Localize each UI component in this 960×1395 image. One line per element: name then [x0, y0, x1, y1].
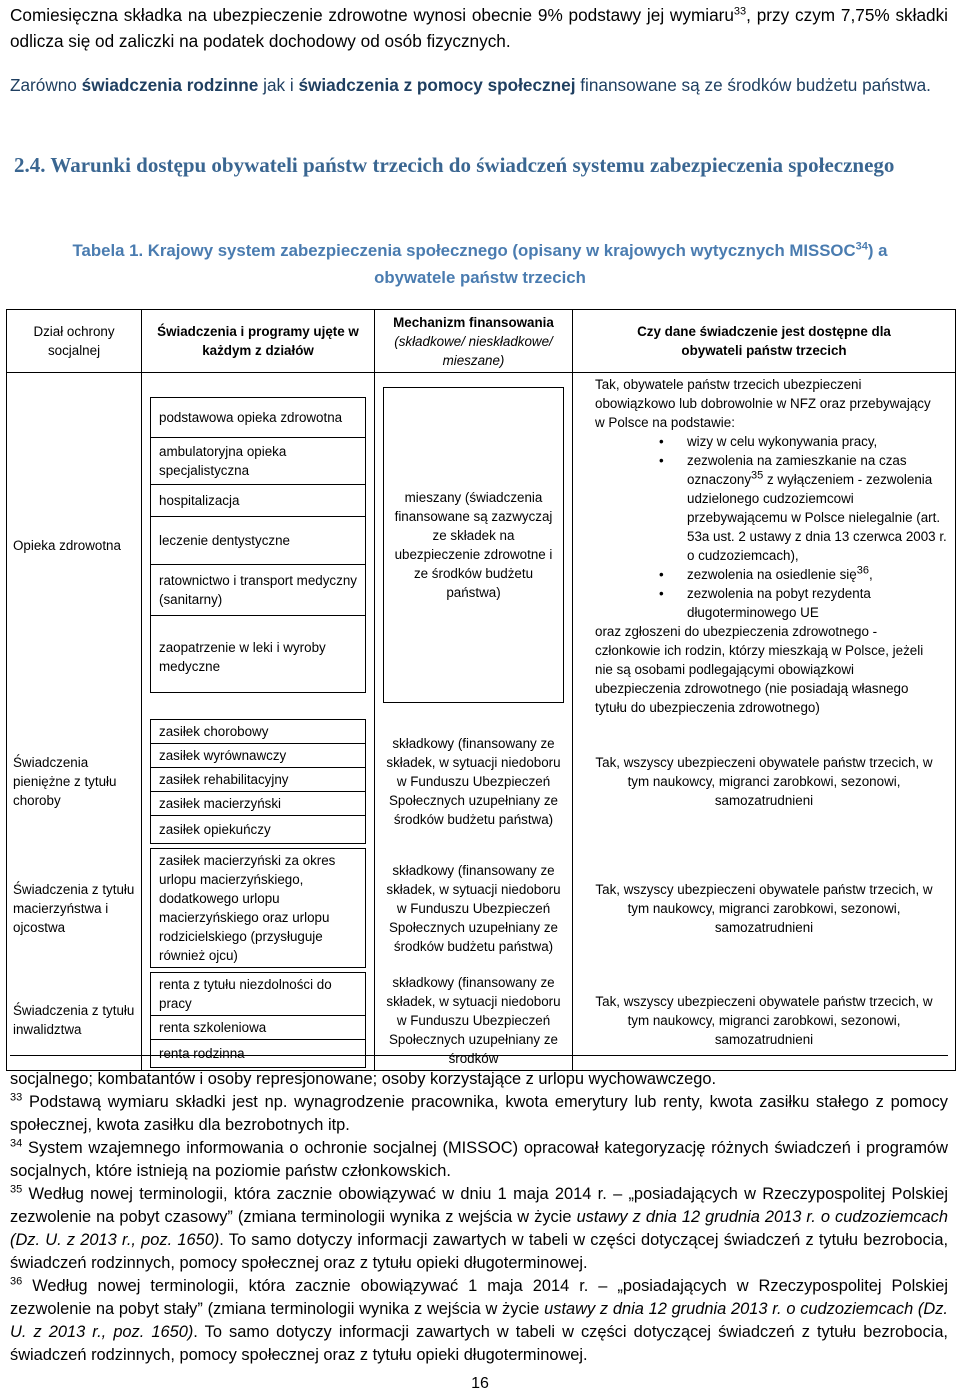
footnote-34: $^{34}$ System wzajemnego informowania o ochronie socjalnej (MISSOC) opracował kategoryzację różnych świadczeń i programów socjalnych, które istnieją na poziomie państw członkowskich. — [10, 1137, 948, 1180]
financing-cell: składkowy (finansowany ze składek, w sytuacji niedoboru w Funduszu Ubezpieczeń Społecznych uzupełniany ze środków — [374, 970, 573, 1070]
financing-cell: składkowy (finansowany ze składek, w sytuacji niedoboru w Funduszu Ubezpieczeń Społecznych uzupełniany ze środków budżetu państwa) — [374, 846, 573, 970]
benefits-list — [150, 848, 366, 968]
footnote-separator — [10, 1055, 948, 1056]
benefit-family: świadczenia rodzinne — [81, 75, 259, 95]
benefits-cell — [142, 846, 374, 970]
footnote-continuation: socjalnego; kombatantów i osoby represjonowane; osoby korzystające z urlopu wychowawczego. — [10, 1070, 717, 1088]
footnote-36: $^{36}$ Według nowej terminologii, która zacznie obowiązywać 1 maja 2014 r. – „posiadających w Rzeczypospolitej Polskiej zezwolenie na pobyt stały” (zmiana terminologii wynika z wejścia w życie ustawy z dnia 12 grudnia 2013 r. o cudzoziemcach (Dz. U. z 2013 r., poz. 1650). To samo dotyczy informacji zawartych w tabeli w części dotyczącej świadczeń z tytułu bezrobocia, świadczeń rodzinnych, pomocy społecznej oraz z tytułu opieki długoterminowej. — [10, 1275, 948, 1364]
header-access: Czy dane świadczenie jest dostępne dla obywateli państw trzecich — [637, 324, 891, 358]
benefits-list — [150, 719, 366, 844]
header-department: Dział ochrony socjalnej — [7, 310, 142, 372]
footnote-ref-35[interactable]: 35 — [751, 469, 764, 482]
section-heading: 2.4. Warunki dostępu obywateli państw trzecich do świadczeń systemu zabezpieczenia społecznego — [14, 153, 895, 177]
table-row — [7, 372, 955, 717]
table-caption: Tabela 1. Krajowy system zabezpieczenia społecznego (opisany w krajowych wytycznych MISSOC$^{34}$) a obywatele państw trzecich — [72, 240, 888, 287]
table-row — [7, 846, 955, 970]
dept-cell: Świadczenia z tytułu inwalidztwa — [7, 970, 142, 1070]
footnote-ref-36[interactable]: 36 — [856, 564, 869, 577]
list-item: leczenie dentystyczne — [151, 517, 365, 565]
table-row — [7, 717, 955, 846]
access-cell: Tak, wszyscy ubezpieczeni obywatele państw trzecich, w tym naukowcy, migranci zarobkowi, sezonowi, samozatrudnieni — [595, 993, 933, 1047]
header-benefits: Świadczenia i programy ujęte w każdym z działów — [157, 324, 359, 358]
benefits-list — [150, 972, 366, 1068]
header-financing: Mechanizm finansowania (składkowe/ nieskładkowe/ mieszane) — [374, 310, 573, 372]
list-item: zasiłek chorobowy — [151, 720, 365, 744]
table-header-row — [7, 310, 955, 372]
list-item: podstawowa opieka zdrowotna — [151, 398, 365, 438]
financing-cell: składkowy (finansowany ze składek, w sytuacji niedoboru w Funduszu Ubezpieczeń Społecznych uzupełniany ze środków budżetu państwa) — [374, 717, 573, 846]
benefit-social-assistance: świadczenia z pomocy społecznej — [298, 75, 576, 95]
dept-cell: Świadczenia z tytułu macierzyństwa i ojcostwa — [7, 846, 142, 970]
list-item: renta szkoleniowa — [151, 1016, 365, 1040]
list-item: ambulatoryjna opieka specjalistyczna — [151, 438, 365, 485]
intro-paragraph-2: Zarówno świadczenia rodzinne jak i świadczenia z pomocy społecznej finansowane są ze środków budżetu państwa. — [10, 75, 931, 95]
intro-text: Comiesięczna składka na ubezpieczenie zdrowotne wynosi obecnie 9% podstawy jej wymiaru — [10, 5, 734, 25]
list-item: zasiłek macierzyński za okres urlopu macierzyńskiego, dodatkowego urlopu macierzyńskiego oraz urlopu rodzicielskiego (przysługuje również ojcu) — [159, 853, 336, 963]
footnote-ref-34[interactable]: 34 — [855, 240, 868, 253]
page-number: 16 — [471, 1375, 489, 1392]
footnote-ref-33[interactable]: 33 — [733, 5, 747, 18]
list-item: zasiłek wyrównawczy — [151, 744, 365, 768]
list-item: hospitalizacja — [151, 485, 365, 517]
footnote-35: $^{35}$ Według nowej terminologii, która zacznie obowiązywać w dniu 1 maja 2014 r. – „posiadających w Rzeczypospolitej Polskiej zezwolenie na pobyt czasowy” (zmiana terminologii wynika z wejścia w życie ustawy z dnia 12 grudnia 2013 r. o cudzoziemcach (Dz. U. z 2013 r., poz. 1650). To samo dotyczy informacji zawartych w tabeli w części dotyczącej świadczeń z tytułu bezrobocia, świadczeń rodzinnych, pomocy społecznej oraz z tytułu opieki długoterminowej. — [10, 1183, 949, 1272]
list-item: • zezwolenia na pobyt rezydenta długoterminowego UE — [659, 584, 949, 622]
access-cell: Tak, wszyscy ubezpieczeni obywatele państw trzecich, w tym naukowcy, migranci zarobkowi, sezonowi, samozatrudnieni — [595, 881, 933, 935]
footnotes — [10, 1068, 948, 1367]
intro-paragraph-1 — [10, 2, 948, 54]
list-item: zasiłek rehabilitacyjny — [151, 768, 365, 792]
access-cell: Tak, obywatele państw trzecich ubezpieczeni obowiązkowo lub dobrowolnie w NFZ oraz przebywający w Polsce na podstawie: • wizy w celu wykonywania pracy, • zezwolenia na zamieszkanie na czas oznaczony$^{35}$ z wyłączeniem - zezwolenia udzielonego cudzoziemcowi przebywającemu w Polsce nielegalnie (art. 53a ust. 2 ustawy z dnia 13 czerwca 2003 r. o cudzoziemcach), • zezwolenia na osiedlenie się$^{36}$, • zezwolenia na pobyt rezydenta długoterminowego UE oraz zgłoszeni do ubezpieczenia zdrowotnego - członkowie ich rodzin, którzy mieszkają w Polsce, jeżeli nie są osobami podlegającymi obowiązkowi ubezpieczenia zdrowotnego (nie posiadają własnego tytułu do ubezpieczenia zdrowotnego) — [573, 372, 955, 717]
access-cell: Tak, wszyscy ubezpieczeni obywatele państw trzecich, w tym naukowcy, migranci zarobkowi, sezonowi, samozatrudnieni — [595, 755, 933, 808]
benefits-cell — [142, 717, 374, 846]
list-item: ratownictwo i transport medyczny (sanitarny) — [151, 565, 365, 616]
list-item: • zezwolenia na zamieszkanie na czas oznaczony$^{35}$ z wyłączeniem - zezwolenia udzielonego cudzoziemcowi przebywającemu w Polsce nielegalnie (art. 53a ust. 2 ustawy z dnia 13 czerwca 2003 r. o cudzoziemcach), — [659, 451, 949, 565]
list-item: • zezwolenia na osiedlenie się$^{36}$, — [659, 565, 949, 584]
list-item: zasiłek macierzyński — [151, 792, 365, 816]
list-item: renta rodzinna — [159, 1046, 245, 1061]
benefits-list — [150, 397, 366, 693]
access-conditions-list — [579, 432, 949, 622]
list-item: • wizy w celu wykonywania pracy, — [659, 432, 949, 451]
dept-cell: Opieka zdrowotna — [7, 372, 142, 717]
dept-cell: Świadczenia pieniężne z tytułu choroby — [7, 717, 142, 846]
list-item: renta z tytułu niezdolności do pracy — [151, 973, 365, 1016]
financing-cell: mieszany (świadczenia finansowane są zazwyczaj ze składek na ubezpieczenie zdrowotne i ze środków budżetu państwa) — [374, 372, 573, 717]
list-item: zaopatrzenie w leki i wyroby medyczne — [159, 640, 326, 674]
intro-text-2: , przy czym 7,75% składki odlicza się od zaliczki na podatek dochodowy od osób fizycznych. — [10, 5, 948, 51]
footnote-33: $^{33}$ Podstawą wymiaru składki jest np. wynagrodzenie pracownika, kwota emerytury lub renty, kwota zasiłku stałego z pomocy społecznej, kwota zasiłku dla bezrobotnych itp. — [10, 1091, 948, 1134]
social-security-table — [6, 309, 956, 1071]
benefits-cell — [142, 372, 374, 717]
list-item: zasiłek opiekuńczy — [159, 822, 271, 837]
